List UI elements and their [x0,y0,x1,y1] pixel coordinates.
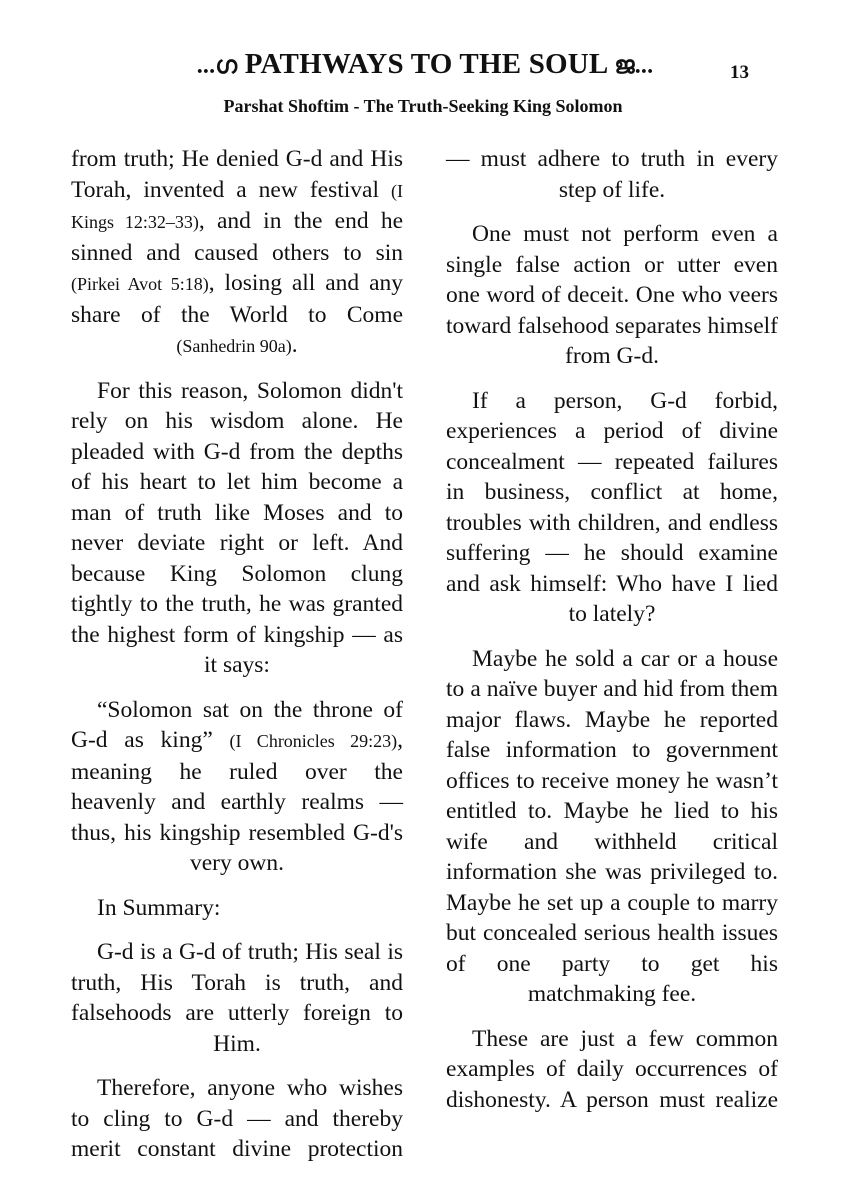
book-title [130,48,720,81]
ornament-right-icon: ജ... [614,53,654,79]
quote-text: “Solomon sat on the throne of G-d as king” [71,696,403,753]
paragraph-text: , losing all and any share of the World to Come [71,270,404,328]
paragraph-text: , and in the end he sinned and caused others to sin [71,208,404,266]
citation: (Sanhedrin 90a) [176,336,292,356]
citation: (I Kings 12:32–33) [71,180,403,232]
right-column [446,144,778,1129]
paragraph: Therefore, anyone who wishes to cling to G-d — and thereby merit constant divine protection [71,1075,403,1162]
paragraph: G-d is a G-d of truth; His seal is truth, His Torah is truth, and falsehoods are utterly foreign to Him. [71,939,403,1057]
paragraph-text: , meaning he ruled over the heavenly and earthly realms — thus, his kingship resembled G-d's very own. [71,727,404,876]
paragraph: If a person, G-d forbid, experiences a period of divine concealment — repeated failures in business, conflict at home, troubles with children, and endless suffering — he should examine and ask himself: Who have I lied to lately? [446,387,778,627]
paragraph-text: from truth; He denied G-d and His Torah, invented a new festival [71,146,403,203]
page-number: 13 [730,62,749,83]
paragraph-text: . [291,332,298,358]
paragraph [71,144,403,362]
paragraph: — must adhere to truth in every step of life. [446,146,778,203]
ornament-left-icon: ...ഗ [196,53,238,79]
citation: (I Chronicles 29:23) [229,731,398,751]
running-header [0,48,846,88]
paragraph: One must not perform even a single false action or utter even one word of deceit. One who veers toward falsehood separates himself from G-d. [446,221,778,369]
paragraph: For this reason, Solomon didn't rely on his wisdom alone. He pleaded with G-d from the depths of his heart to let him become a man of truth like Moses and to never deviate right or left. And because King Solomon clung tightly to the truth, he was granted the highest form of kingship — as it says: [71,377,403,678]
chapter-subtitle: Parshat Shoftim - The Truth-Seeking King Solomon [223,96,623,116]
paragraph: These are just a few common examples of daily occurrences of dishonesty. A person must realize [446,1025,778,1113]
quote-paragraph [71,695,403,879]
paragraph: Maybe he sold a car or a house to a naïve buyer and hid from them major flaws. Maybe he reported false information to government offices to receive money he wasn’t entitled to. Maybe he lied to his wife and withheld critical information she was privileged to. Maybe he set up a couple to marry but concealed serious health issues of one party to get his matchmaking fee. [446,645,778,1007]
citation: (Pirkei Avot 5:18) [71,274,209,294]
left-column [71,144,403,1179]
summary-heading: In Summary: [97,894,221,921]
book-title-text: PATHWAYS TO THE SOUL [244,48,607,80]
